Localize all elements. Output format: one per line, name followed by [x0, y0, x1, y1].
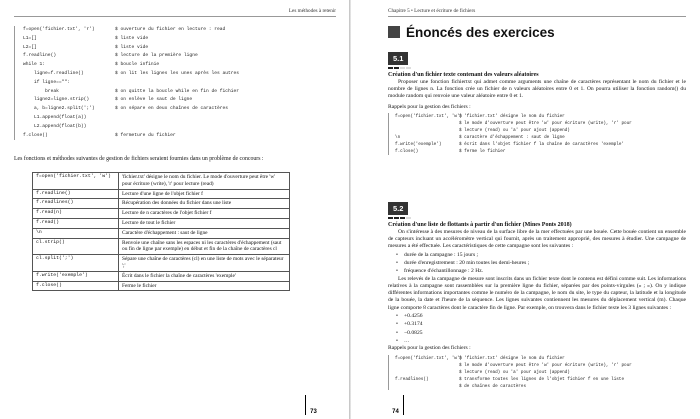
description-cell: Lecture de tout le fichier	[119, 218, 290, 228]
code-comment: $ lecture (read) ou 'a' pour ajout (append)	[459, 127, 570, 133]
code-line	[23, 123, 304, 132]
code-line	[23, 114, 304, 123]
code-comment: $ on quitte la boucle while en fin de fichier	[115, 88, 240, 94]
chapter-marker-icon	[388, 26, 400, 38]
code-line	[23, 61, 304, 70]
code-statement: ligne2=ligne.strip()	[23, 97, 90, 103]
code-statement	[395, 127, 459, 134]
description-cell: Lecture d'une ligne de l'objet fichier f	[119, 189, 290, 199]
running-head: Les méthodes à retenir	[288, 8, 336, 14]
code-comment: $ le mode d'ouverture peut être 'w' pour écriture (write), 'r' pour	[459, 362, 632, 368]
code-statement	[395, 383, 459, 390]
table-row	[33, 271, 290, 281]
code-statement: L2=[]	[23, 44, 37, 50]
table-row	[33, 189, 290, 199]
function-cell: f.read()	[33, 218, 119, 228]
code-comment: $ écrit dans l'objet fichier f la chaîne de caractères 'exemple'	[459, 141, 625, 147]
list-item: • durée d'enregistrement : 20 min toutes les demi-heures ;	[396, 259, 686, 267]
code-block	[388, 113, 686, 155]
chapter-title	[388, 24, 686, 40]
code-line	[395, 134, 686, 141]
code-comment: $ on enlève le saut de ligne	[115, 97, 193, 103]
chapter-title-text: Énoncés des exercices	[406, 24, 555, 40]
list-item: • −0.0825	[396, 329, 686, 337]
code-statement: \n	[395, 134, 401, 140]
code-comment: $ boucle infinie	[115, 62, 160, 68]
code-statement: a, b=ligne2.split(';')	[23, 106, 95, 112]
code-statement: f.write('exemple')	[395, 141, 442, 147]
page-number: 74	[388, 395, 404, 415]
description-cell: Renvoie une chaîne sans les espaces ni les caractères d'échappement (saut ou fin de ligne par exemple) en début et fin de la chaîne de caractères cl	[119, 238, 290, 255]
header-rule	[14, 16, 336, 17]
code-statement: L1=[]	[23, 35, 37, 41]
code-statement	[395, 369, 459, 376]
exercise-badge: 5.2	[388, 202, 408, 215]
table-row	[33, 199, 290, 209]
code-statement: f.readline()	[23, 53, 57, 59]
functions-table	[32, 172, 290, 291]
code-comment: $ 'fichier.txt' désigne le nom du fichier	[459, 355, 565, 361]
code-line	[395, 376, 686, 383]
code-line	[23, 44, 304, 53]
code-comment: $ 'fichier.txt' désigne le nom du fichier	[459, 113, 565, 119]
code-line	[23, 96, 304, 105]
page-number: 73	[305, 395, 321, 415]
code-line	[395, 148, 686, 155]
running-head: Chapitre 5 • Lecture et écriture de fichiers	[388, 8, 476, 14]
function-cell: f.readline()	[33, 189, 119, 199]
function-cell: f.read(n)	[33, 209, 119, 219]
description-cell: Lecture de n caractères de l'objet fichier f	[119, 209, 290, 219]
code-statement: while 1:	[23, 62, 46, 68]
table-row	[33, 228, 290, 238]
code-line	[395, 141, 686, 148]
code-comment: $ ferme le fichier	[459, 148, 506, 154]
code-line	[23, 26, 304, 35]
description-cell: 'fichier.txt' désigne le nom du fichier. Le mode d'ouverture peut être 'w' pour écriture (write), 'r' pour lecture (read)	[119, 173, 290, 190]
code-line	[395, 369, 686, 376]
code-line	[23, 132, 304, 141]
code-comment: $ liste vide	[115, 44, 149, 50]
code-statement: L2.append(float(b))	[23, 123, 87, 129]
code-statement	[395, 120, 459, 127]
code-line	[23, 88, 304, 97]
code-statement: f=open('fichier.txt', 'w')	[395, 113, 463, 119]
code-line	[23, 52, 304, 61]
code-statement	[395, 362, 459, 369]
code-line	[23, 79, 304, 88]
exercise-title: Création d'un fichier texte contenant des valeurs aléatoires	[388, 72, 539, 78]
right-page	[350, 0, 700, 419]
code-statement: break	[23, 88, 59, 94]
code-line	[395, 362, 686, 369]
code-comment: $ lecture de la première ligne	[115, 53, 198, 59]
exercise-badge: 5.1	[388, 52, 408, 65]
code-line	[23, 70, 304, 79]
code-block	[14, 26, 304, 140]
exercise-5-1	[388, 48, 686, 155]
code-comment: $ le mode d'ouverture peut être 'w' pour écriture (write), 'r' pour	[459, 120, 632, 126]
code-comment: $ on lit les lignes les unes après les autres	[115, 70, 240, 76]
table-row	[33, 209, 290, 219]
list-item: • …	[396, 337, 686, 345]
difficulty-meter-icon	[388, 217, 686, 219]
intro-paragraph: Les fonctions et méthodes suivantes de gestion de fichiers seraient fournies dans un problème de concours :	[14, 156, 264, 162]
table-row	[33, 255, 290, 272]
table-row	[33, 173, 290, 190]
code-statement: f=open('fichier.txt', 'r')	[23, 27, 95, 32]
code-statement: f.close()	[23, 132, 48, 138]
description-cell: Récupération des données du fichier dans une liste	[119, 199, 290, 209]
function-cell: f=open('fichier.txt', 'w')	[33, 173, 119, 190]
code-line	[395, 127, 686, 134]
code-statement: f.close()	[395, 148, 419, 154]
table-row	[33, 238, 290, 255]
code-statement: f.readlines()	[395, 376, 429, 382]
code-comment: $ de chaînes de caractères	[459, 383, 527, 389]
function-cell: cl.strip()	[33, 238, 119, 255]
rappels-label: Rappels pour la gestion des fichiers :	[388, 103, 471, 110]
code-statement: ligne=f.readline()	[23, 70, 84, 76]
table-row	[33, 218, 290, 228]
campaign-list	[396, 251, 686, 276]
function-cell: f.readlines()	[33, 199, 119, 209]
code-line	[395, 383, 686, 390]
code-comment: $ fermeture du fichier	[115, 132, 176, 138]
code-line	[23, 35, 304, 44]
header-rule	[388, 16, 686, 17]
function-cell: cl.split(';')	[33, 255, 119, 272]
code-comment: $ liste vide	[115, 35, 149, 41]
code-line	[395, 120, 686, 127]
description-cell: Écrit dans le fichier la chaîne de caractères 'exemple'	[119, 271, 290, 281]
code-statement: f=open('fichier.txt', 'w')	[395, 355, 463, 361]
code-line	[395, 355, 686, 362]
exercise-5-2	[388, 198, 686, 390]
exercise-paragraph: On s'intéresse à des mesures de niveau de la surface libre de la mer effectuées par une bouée. Cette bouée contient un ensemble de capteurs incluant un accéléromètre vertical qui fournit, après un traitement approprié, des mesures à étudier. Une campagne de mesures a été effectuée. Les caractéristiques de cette campagne sont les suivantes :	[388, 229, 686, 250]
list-item: • durée de la campagne : 15 jours ;	[396, 251, 686, 259]
code-statement: L1.append(float(a))	[23, 114, 87, 120]
list-item: • +0.4256	[396, 312, 686, 320]
code-comment: $ lecture (read) ou 'a' pour ajout (append)	[459, 369, 570, 375]
function-cell: \n	[33, 228, 119, 238]
code-line	[23, 105, 304, 114]
rappels-label: Rappels pour la gestion des fichiers :	[388, 345, 471, 352]
description-cell: Sépare une chaîne de caractères (cl) en une liste de mots avec le séparateur ';'	[119, 255, 290, 272]
description-cell: Ferme le fichier	[119, 281, 290, 291]
code-line	[395, 113, 686, 120]
table-row	[33, 281, 290, 291]
function-cell: f.write('exemple')	[33, 271, 119, 281]
exercise-title: Création d'une liste de flottants à partir d'un fichier (Mines Ponts 2018)	[388, 222, 572, 228]
list-item: • +0.3174	[396, 320, 686, 328]
code-comment: $ on sépare en deux chaînes de caractères	[115, 106, 229, 112]
exercise-paragraph: Proposer une fonction fichiertxt qui admet comme arguments une chaîne de caractères représentant le nom du fichier et le nombre de lignes n. La fonction crée un fichier de n valeurs aléatoires entre 0 et 1. On pourra utiliser la fonction random() du module random qui renvoie une valeur aléatoire entre 0 et 1.	[388, 79, 686, 100]
code-comment: $ ouverture du fichier en lecture : read	[115, 27, 226, 32]
exercise-paragraph: Les relevés de la campagne de mesure sont inscrits dans un fichier texte dont le contenu est défini comme suit. Les informations relatives à la campagne sont rassemblées sur la première ligne du fichier, séparées par des points-virgules (« ; »). On y indique différentes informations importantes comme le numéro de la campagne, le nom du site, le type du capteur, la latitude et la longitude de la bouée, la date et l'heure de la séquence. Les lignes suivantes contiennent les mesures du déplacement vertical (m). Chaque ligne comporte 8 caractères dont le caractère fin de ligne. Par exemple, on trouvera dans le fichier texte les 3 lignes suivantes :	[388, 275, 686, 311]
function-cell: f.close()	[33, 281, 119, 291]
code-block	[388, 355, 686, 390]
list-item: • fréquence d'échantillonnage : 2 Hz.	[396, 267, 686, 275]
description-cell: Caractère d'échappement : saut de ligne	[119, 228, 290, 238]
code-comment: $ transforme toutes les lignes de l'objet fichier f en une liste	[459, 376, 625, 382]
code-statement: if ligne=="":	[23, 79, 70, 85]
values-list	[396, 312, 686, 346]
code-comment: $ caractère d'échappement : saut de ligne	[459, 134, 565, 140]
difficulty-meter-icon	[388, 67, 686, 69]
